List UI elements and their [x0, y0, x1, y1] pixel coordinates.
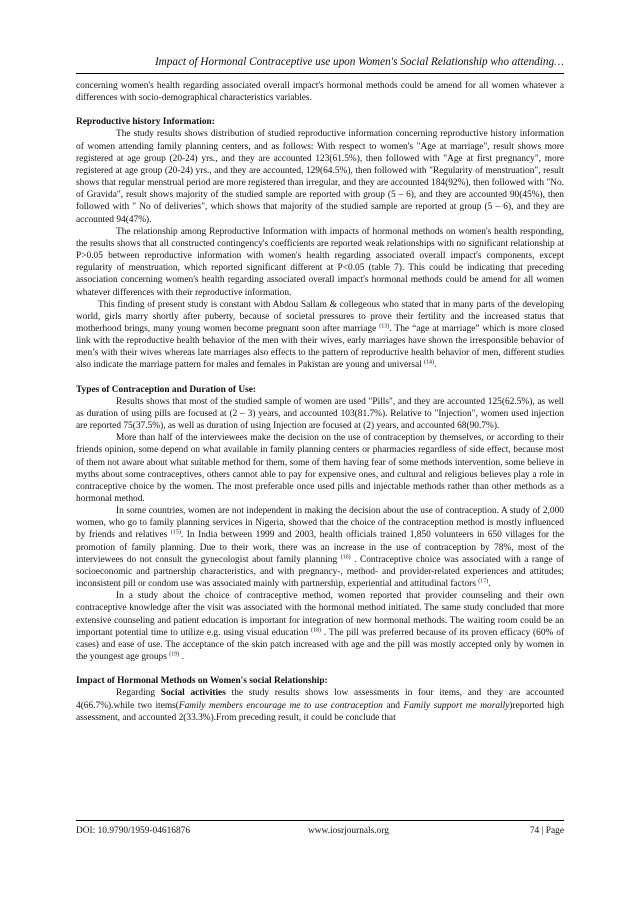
contraception-paragraph-4 [76, 590, 564, 663]
citation-ref: (13) [379, 323, 390, 330]
text-run: Regarding [116, 688, 161, 699]
text-run: . The pill was preferred because of its proven efficacy (60% of cases) and ease of use. The acceptance of the skin patch increased with age and the pill was mostly accepted only by women in the youngest age groups [76, 627, 565, 663]
text-run: . Contraceptive choice was associated with a range of socioeconomic and partnership characteristics, and with pregnancy-, method- and provider-related experiences and attitudes; inconsistent pill or condom use was associated mainly with partnership, experiential and attitudinal factors [76, 554, 565, 590]
italic-term: Family support me morally [403, 700, 510, 711]
text-run: . [179, 652, 184, 663]
contraception-paragraph-3 [76, 505, 564, 590]
article-body [76, 80, 564, 724]
italic-term: Family members encourage me to use contraception [178, 700, 383, 711]
text-run: In some countries, women are not independent in making the decision about the use of contraception. A study of 2,000 women, who go to family planning services in Nigeria, showed that the choice of the contraception method is mostly influenced by friends and relatives [76, 506, 564, 541]
text-run: . [434, 360, 437, 371]
text-run: In a study about the choice of contraceptive method, women reported that provider counseling and their own contraceptive knowledge after the visit was associated with the hormonal method initiated. The same study concluded that more extensive counseling and patient education is important for integration of new hormonal methods. The waiting room could be an important potential time to utilize e.g. using visual education [76, 591, 564, 638]
footer-doi: DOI: 10.9790/1959-04616876 [76, 826, 191, 836]
footer-website: www.iosrjournals.org [308, 826, 389, 836]
text-run: This finding of present study is constant with Abdou Sallam & collegeous who stated that in many parts of the developing world, girls marry shortly after puberty, because of societal pressures to prove their fertility and the increased status that motherhood brings, many young women become pregnant soon after marriage [76, 299, 564, 334]
reproductive-paragraph-1: The study results shows distribution of studied reproductive information concerning reproductive history information of women attending family planning centers, and as follows: With respect to women's "Age at marriage", result shows more registered at age group (20-24) yrs., and they are accounted 123(61.5%), then followed with "Age at first pregnancy", more registered at age group (20-24) yrs., and they are accounted, 129(64.5%), then followed with "Regularity of menstruation", result shows that regular menstrual period are more registered than irregular, and they are accounted 184(92%), then followed with "No. of Gravida", result shows majority of the studied sample are reported with group (5 – 6), and they are accounted 90(45%), then followed with " No of deliveries", which shows that majority of the studied sample are reported at group (5 – 6), and they are accounted 94(47%). [76, 129, 564, 225]
section-heading-social: Impact of Hormonal Methods on Women's social Relationship: [76, 676, 328, 687]
text-run: . [488, 579, 491, 590]
section-heading-reproductive: Reproductive history Information: [76, 117, 215, 128]
footer-rule [76, 820, 564, 821]
citation-ref: (14) [424, 359, 435, 366]
bold-term: Social activities [160, 688, 226, 699]
text-run: )reported high assessment, and accounted 2(33.3%).From preceding result, it could be conclude that [76, 700, 564, 723]
footer-page-number: 74 | Page [529, 826, 564, 836]
running-header-title: Impact of Hormonal Contraceptive use upon Women's Social Relationship who attending… [154, 56, 564, 68]
section-heading-contraception: Types of Contraception and Duration of Use: [76, 384, 257, 395]
contraception-paragraph-1: Results shows that most of the studied sample of women are used "Pills", and they are accounted 125(62.5%), as well as duration of using pills are focused at (2 – 3) years, and accounted 103(81.7%). Relative to "Injection", women used injection are reported 75(37.5%), as well as duration of using Injection are focused at (2) years, and accounted 68(90.7%). [76, 396, 564, 432]
citation-ref: (19) [169, 651, 180, 658]
reproductive-paragraph-3 [76, 299, 564, 372]
header-rule [76, 73, 564, 74]
text-run: . In India between 1999 and 2003, health officials trained 1,850 volunteers in 650 villages for the promotion of family planning. Due to their work, there was an increase in the use of contraception by 78%, most of the interviewees do not consult the gynecologist about family planning [76, 530, 565, 565]
citation-ref: (16) [340, 554, 351, 561]
text-run: the study results shows low assessments in four items, and they are accounted 4(66.7%).while two items( [76, 688, 564, 711]
social-paragraph-1 [76, 687, 564, 723]
reproductive-paragraph-2: The relationship among Reproductive Information with impacts of hormonal methods on women's health responding, the results shows that all constructed contingency's coefficients are reported weak relationships with no significant relationship at P>0.05 between reproductive information with women's health regarding associated overall impact's components, except regularity of menstruation, which reported significant different at P<0.05 (table 7). This could be indicating that preceding association concerning women's health regarding associated overall impact's hormonal methods could be amend for all women whatever differences with their reproductive information. [76, 226, 564, 298]
citation-ref: (17) [478, 578, 489, 585]
contraception-paragraph-2: More than half of the interviewees make the decision on the use of contraception by themselves, or according to their friends opinion, some depend on what available in family planning centers or pharmacies regardless of side effect, because most of them not aware about what suitable method for them, some of them having fear of some methods intervention, some believe in myths about some contraceptives, others cannot able to pay for expensive ones, and cultural and religious believes play a role in contraceptive choice by the women. The most preferable once used pills and injectable methods rather than other methods as a hormonal method. [76, 433, 564, 504]
intro-paragraph: concerning women's health regarding associated overall impact's hormonal methods could be amend for all women whatever a differences with socio-demographical characteristics variables. [76, 81, 564, 104]
citation-ref: (15) [170, 529, 181, 536]
text-run: and [382, 700, 404, 711]
text-run: . The “age at marriage” which is more closed link with the reproductive health behavior of the men with their wives, early marriages have shown the irresponsible behavior of men’s with their wives whereas late marriages also effects to the pattern of reproductive health behavior of men, different studies also indicate the marriage pattern for males and females in Pakistan are young and universal [76, 323, 564, 371]
citation-ref: (18) [311, 627, 322, 634]
